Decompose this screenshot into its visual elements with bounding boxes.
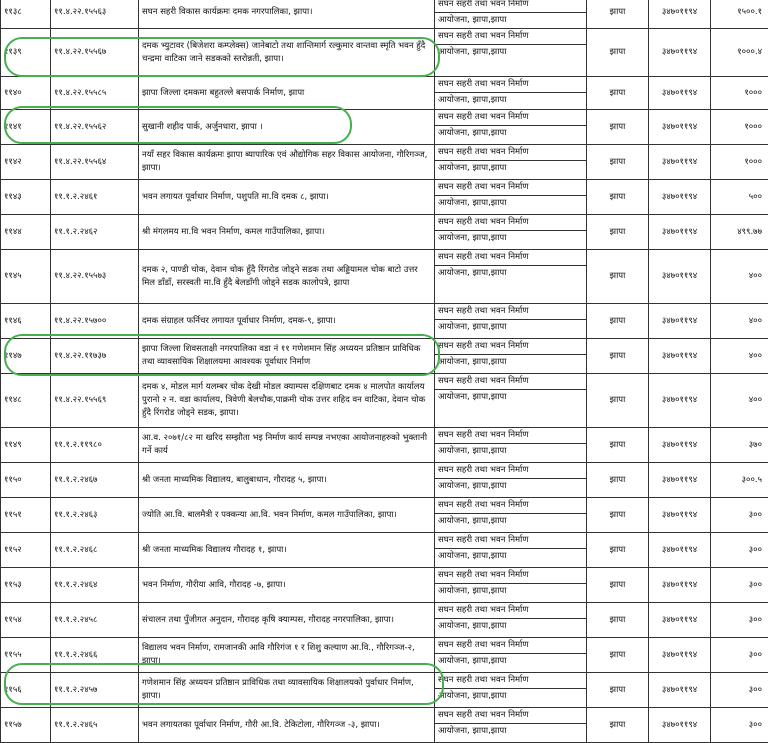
table-row [1, 77, 768, 110]
program-cell [435, 29, 587, 77]
serial-number-cell: ११५४ [1, 603, 51, 638]
budget-code-cell: ११.१.२.२४६४ [51, 568, 139, 603]
program-name-line: सघन सहरी तथा भवन निर्माण [435, 428, 586, 443]
table-row [1, 463, 768, 498]
amount-cell: ५०० [711, 180, 768, 215]
budget-code-cell: ११.४.२२.१५५६३ [51, 0, 139, 29]
amount-cell: १००० [711, 77, 768, 110]
serial-number-cell: ११५३ [1, 568, 51, 603]
program-location-line: आयोजना, झापा,झापा [435, 618, 586, 634]
location-cell: झापा [587, 250, 649, 304]
program-name-line: सघन सहरी तथा भवन निर्माण [435, 110, 586, 125]
program-cell [435, 215, 587, 250]
expense-head-cell: ३४७०११९४ [649, 0, 711, 29]
budget-code-cell: ११.१.२.२४६७ [51, 463, 139, 498]
amount-cell: ३००.५ [711, 463, 768, 498]
table-row [1, 180, 768, 215]
expense-head-cell: ३४७०११९४ [649, 110, 711, 145]
location-cell: झापा [587, 638, 649, 673]
expense-head-cell: ३४७०११९४ [649, 339, 711, 374]
project-description-cell: भवन लगायत पूर्वाधार निर्माण, पशुपति मा.वि दमक ८, झापा। [139, 180, 435, 215]
project-description-cell: दमक ४, मोडल मार्ग यलम्बर चोक देखी मोडल क्याम्पस दक्षिणबाट दमक ४ मालपोत कार्यालय पुरानो २ न. वडा कार्यालय, त्रिवेणी बेलचौक,पाक्रमी चोक उत्तर शहिद वन वाटिका, देवान चोक हुँदै रिंगरोड जोड्ने सडक, झापा। [139, 374, 435, 428]
program-name-line: सघन सहरी तथा भवन निर्माण [435, 673, 586, 688]
project-description-cell: श्री जनता माध्यमिक विद्यालय गौरादह १, झापा। [139, 533, 435, 568]
program-location-line: आयोजना, झापा,झापा [435, 319, 586, 335]
program-cell [435, 568, 587, 603]
expense-head-cell: ३४७०११९४ [649, 638, 711, 673]
expense-head-cell: ३४७०११९४ [649, 463, 711, 498]
expense-head-cell: ३४७०११९४ [649, 568, 711, 603]
program-cell [435, 428, 587, 463]
program-location-line: आयोजना, झापा,झापा [435, 478, 586, 494]
table-row [1, 145, 768, 180]
serial-number-cell: ११४९ [1, 428, 51, 463]
program-location-line: आयोजना, झापा,झापा [435, 653, 586, 669]
serial-number-cell: ११५६ [1, 673, 51, 708]
program-location-line: आयोजना, झापा,झापा [435, 125, 586, 141]
location-cell: झापा [587, 463, 649, 498]
table-row [1, 374, 768, 428]
budget-code-cell: ११.१.२.२४६२ [51, 215, 139, 250]
project-description-cell: दमक संग्राहल फर्निचर लगायत पूर्वाधार निर्माण, दमक-९, झापा। [139, 304, 435, 339]
location-cell: झापा [587, 339, 649, 374]
location-cell: झापा [587, 145, 649, 180]
serial-number-cell: ११५१ [1, 498, 51, 533]
location-cell: झापा [587, 428, 649, 463]
table-row [1, 603, 768, 638]
serial-number-cell: ११४५ [1, 250, 51, 304]
program-name-line: सघन सहरी तथा भवन निर्माण [435, 533, 586, 548]
amount-cell: १००० [711, 110, 768, 145]
expense-head-cell: ३४७०११९४ [649, 304, 711, 339]
program-name-line: सघन सहरी तथा भवन निर्माण [435, 180, 586, 195]
program-location-line: आयोजना, झापा,झापा [435, 443, 586, 459]
expense-head-cell: ३४७०११९४ [649, 428, 711, 463]
budget-code-cell: ११.१.२.२४६१ [51, 180, 139, 215]
budget-code-cell: ११.४.२२.११७३७ [51, 339, 139, 374]
amount-cell: ३०० [711, 708, 768, 743]
expense-head-cell: ३४७०११९४ [649, 215, 711, 250]
table-row [1, 708, 768, 743]
table-row [1, 110, 768, 145]
location-cell: झापा [587, 304, 649, 339]
serial-number-cell: ११४० [1, 77, 51, 110]
project-description-cell: भवन लगायतका पूर्वाधार निर्माण, गौरी आ.वि. टेकिटोला, गौरिगञ्ज -३, झापा। [139, 708, 435, 743]
program-location-line: आयोजना, झापा,झापा [435, 723, 586, 739]
serial-number-cell: ११४२ [1, 145, 51, 180]
program-name-line: सघन सहरी तथा भवन निर्माण [435, 77, 586, 92]
budget-code-cell: ११.१.२.२४६६ [51, 638, 139, 673]
program-cell [435, 603, 587, 638]
project-description-cell: सघन सहरी विकास कार्यक्रमः दमक नगरपालिका, झापा। [139, 0, 435, 29]
location-cell: झापा [587, 180, 649, 215]
amount-cell: ४०० [711, 250, 768, 304]
project-description-cell: श्री मंगलमय मा.वि भवन निर्माण, कमल गाउँपालिका, झापा। [139, 215, 435, 250]
table-row [1, 215, 768, 250]
budget-code-cell: ११.१.२.२४५८ [51, 603, 139, 638]
program-location-line: आयोजना, झापा,झापा [435, 195, 586, 211]
budget-code-cell: ११.१.२.२४५७ [51, 673, 139, 708]
program-name-line: सघन सहरी तथा भवन निर्माण [435, 29, 586, 44]
serial-number-cell: ११४४ [1, 215, 51, 250]
program-cell [435, 145, 587, 180]
project-description-cell: ज्योति आ.वि. बालमैत्री र पक्कन्या आ.वि. भवन निर्माण, कमल गाउँपालिका, झापा। [139, 498, 435, 533]
program-location-line: आयोजना, झापा,झापा [435, 389, 586, 405]
location-cell: झापा [587, 215, 649, 250]
budget-code-cell: ११.४.२२.१५५६२ [51, 110, 139, 145]
program-cell [435, 673, 587, 708]
program-cell [435, 304, 587, 339]
amount-cell: ४०० [711, 339, 768, 374]
table-row [1, 568, 768, 603]
project-description-cell: भवन निर्माण, गौरीया आवि, गौरादह -७, झापा। [139, 568, 435, 603]
expense-head-cell: ३४७०११९४ [649, 374, 711, 428]
program-cell [435, 110, 587, 145]
table-row [1, 304, 768, 339]
serial-number-cell: ११४३ [1, 180, 51, 215]
program-cell [435, 0, 587, 29]
program-cell [435, 374, 587, 428]
amount-cell: १०००.४ [711, 29, 768, 77]
program-location-line: आयोजना, झापा,झापा [435, 354, 586, 370]
project-description-cell: दमक भ्युटावर (बिजेशरा कम्प्लेक्स) जानेबाटो तथा शान्तिमार्ग रल्कुमार वान्तवा स्मृति भवन हुँदै चन्द्रमा वाटिका जाने सडकको स्तरोन्नती, झापा। [139, 29, 435, 77]
program-cell [435, 708, 587, 743]
program-name-line: सघन सहरी तथा भवन निर्माण [435, 339, 586, 354]
table-row [1, 638, 768, 673]
location-cell: झापा [587, 603, 649, 638]
amount-cell: १५००.१ [711, 0, 768, 29]
budget-code-cell: ११.४.२२.१५५८५ [51, 77, 139, 110]
amount-cell: ४०० [711, 374, 768, 428]
budget-code-cell: ११.४.२२.१५५६४ [51, 145, 139, 180]
serial-number-cell: ११५२ [1, 533, 51, 568]
program-location-line: आयोजना, झापा,झापा [435, 688, 586, 704]
amount-cell: ४९९.७७ [711, 215, 768, 250]
amount-cell: ३०० [711, 603, 768, 638]
budget-code-cell: ११.१.२.११९८० [51, 428, 139, 463]
program-cell [435, 250, 587, 304]
budget-table-body [1, 0, 768, 743]
location-cell: झापा [587, 0, 649, 29]
expense-head-cell: ३४७०११९४ [649, 180, 711, 215]
table-row [1, 250, 768, 304]
table-row [1, 673, 768, 708]
project-description-cell: विद्यालय भवन निर्माण, रामजानकी आवि गौरिगंज १ र शिशु कल्याण आ.वि., गौरिगञ्ज-२, झापा। [139, 638, 435, 673]
location-cell: झापा [587, 533, 649, 568]
program-location-line: आयोजना, झापा,झापा [435, 92, 586, 108]
program-name-line: सघन सहरी तथा भवन निर्माण [435, 304, 586, 319]
program-name-line: सघन सहरी तथा भवन निर्माण [435, 498, 586, 513]
amount-cell: ३७० [711, 428, 768, 463]
program-location-line: आयोजना, झापा,झापा [435, 583, 586, 599]
project-description-cell: सुखानी शहीद पार्क, अर्जुनधारा, झापा । [139, 110, 435, 145]
expense-head-cell: ३४७०११९४ [649, 708, 711, 743]
project-description-cell: झापा जिल्ला दमकमा बहुतल्ले बसपार्क निर्माण, झापा [139, 77, 435, 110]
program-location-line: आयोजना, झापा,झापा [435, 548, 586, 564]
program-cell [435, 339, 587, 374]
serial-number-cell: ११४१ [1, 110, 51, 145]
amount-cell: ४०० [711, 304, 768, 339]
program-location-line: आयोजना, झापा,झापा [435, 160, 586, 176]
location-cell: झापा [587, 673, 649, 708]
program-location-line: आयोजना, झापा,झापा [435, 12, 586, 28]
expense-head-cell: ३४७०११९४ [649, 673, 711, 708]
serial-number-cell: ११५७ [1, 708, 51, 743]
table-row [1, 29, 768, 77]
amount-cell: ३०० [711, 638, 768, 673]
table-row [1, 0, 768, 29]
program-name-line: सघन सहरी तथा भवन निर्माण [435, 374, 586, 389]
program-cell [435, 533, 587, 568]
location-cell: झापा [587, 708, 649, 743]
budget-code-cell: ११.४.२२.१५५६७ [51, 29, 139, 77]
program-location-line: आयोजना, झापा,झापा [435, 44, 586, 60]
program-name-line: सघन सहरी तथा भवन निर्माण [435, 568, 586, 583]
serial-number-cell: ११३९ [1, 29, 51, 77]
program-location-line: आयोजना, झापा,झापा [435, 230, 586, 246]
program-name-line: सघन सहरी तथा भवन निर्माण [435, 145, 586, 160]
project-description-cell: दमक २, पाण्डी चोक, देवान चोक हुँदै रिंगरोड जोड्ने सडक तथा अड्डियामल चोक बाटो उत्तर मिल डाँडाँ, सरस्वती मा.वि हुँदै बेलडाँगी जोड्ने सडक कालोपत्रे, झापा [139, 250, 435, 304]
table-row [1, 339, 768, 374]
project-description-cell: संचालन तथा पुँजीगत अनुदान, गौरादह कृषि क्याम्पस, गौरादह नगरपालिका, झापा। [139, 603, 435, 638]
location-cell: झापा [587, 374, 649, 428]
expense-head-cell: ३४७०११९४ [649, 498, 711, 533]
project-description-cell: नयाँ सहर विकास कार्यक्रमः झापा ब्यापारिक एवं औद्योगिक सहर विकास आयोजना, गौरिगञ्ज, झापा। [139, 145, 435, 180]
expense-head-cell: ३४७०११९४ [649, 145, 711, 180]
table-row [1, 428, 768, 463]
expense-head-cell: ३४७०११९४ [649, 603, 711, 638]
location-cell: झापा [587, 568, 649, 603]
program-name-line: सघन सहरी तथा भवन निर्माण [435, 708, 586, 723]
serial-number-cell: ११५० [1, 463, 51, 498]
amount-cell: १००० [711, 145, 768, 180]
program-name-line: सघन सहरी तथा भवन निर्माण [435, 603, 586, 618]
budget-code-cell: ११.१.२.२४६३ [51, 498, 139, 533]
serial-number-cell: ११५५ [1, 638, 51, 673]
program-name-line: सघन सहरी तथा भवन निर्माण [435, 463, 586, 478]
program-name-line: सघन सहरी तथा भवन निर्माण [435, 215, 586, 230]
location-cell: झापा [587, 498, 649, 533]
budget-code-cell: ११.४.२२.१५५७३ [51, 250, 139, 304]
program-location-line: आयोजना, झापा,झापा [435, 265, 586, 281]
location-cell: झापा [587, 77, 649, 110]
table-row [1, 533, 768, 568]
location-cell: झापा [587, 29, 649, 77]
expense-head-cell: ३४७०११९४ [649, 533, 711, 568]
program-location-line: आयोजना, झापा,झापा [435, 513, 586, 529]
serial-number-cell: ११३८ [1, 0, 51, 29]
program-cell [435, 638, 587, 673]
serial-number-cell: ११४७ [1, 339, 51, 374]
program-name-line: सघन सहरी तथा भवन निर्माण [435, 638, 586, 653]
amount-cell: ३०० [711, 533, 768, 568]
program-cell [435, 463, 587, 498]
program-name-line: सघन सहरी तथा भवन निर्माण [435, 0, 586, 12]
amount-cell: ३०० [711, 673, 768, 708]
expense-head-cell: ३४७०११९४ [649, 250, 711, 304]
amount-cell: ३०० [711, 498, 768, 533]
program-cell [435, 180, 587, 215]
serial-number-cell: ११४८ [1, 374, 51, 428]
project-description-cell: श्री जनता माध्यमिक विद्यालय, बालुबाधान, गौरादह ५, झापा। [139, 463, 435, 498]
table-row [1, 498, 768, 533]
budget-code-cell: ११.४.२२.१५७०० [51, 304, 139, 339]
program-cell [435, 498, 587, 533]
program-cell [435, 77, 587, 110]
budget-code-cell: ११.४.२२.१५५६९ [51, 374, 139, 428]
expense-head-cell: ३४७०११९४ [649, 77, 711, 110]
expense-head-cell: ३४७०११९४ [649, 29, 711, 77]
location-cell: झापा [587, 110, 649, 145]
program-name-line: सघन सहरी तथा भवन निर्माण [435, 250, 586, 265]
budget-code-cell: ११.१.२.२४६८ [51, 533, 139, 568]
amount-cell: ३०० [711, 568, 768, 603]
serial-number-cell: ११४६ [1, 304, 51, 339]
project-description-cell: आ.व. २०७१/८२ मा खरिद सम्झौता भइ निर्माण कार्य सम्पन्न नभएका आयोजनाहरुको भुक्तानी गर्ने कार्य [139, 428, 435, 463]
budget-code-cell: ११.१.२.२४६५ [51, 708, 139, 743]
project-description-cell: गणेशमान सिंह अध्ययन प्रतिष्ठान प्राविधिक तथा व्यावसायिक शिक्षालयको पुर्वाधार निर्माण, झापा। [139, 673, 435, 708]
project-description-cell: झापा जिल्ला शिवसताक्षी नगरपालिका वडा नं ११ गणेशमान सिंह अध्ययन प्रतिष्ठान प्राविधिक तथा व्यावसायिक शिक्षालयमा आवश्यक पूर्वाधार निर्माण [139, 339, 435, 374]
